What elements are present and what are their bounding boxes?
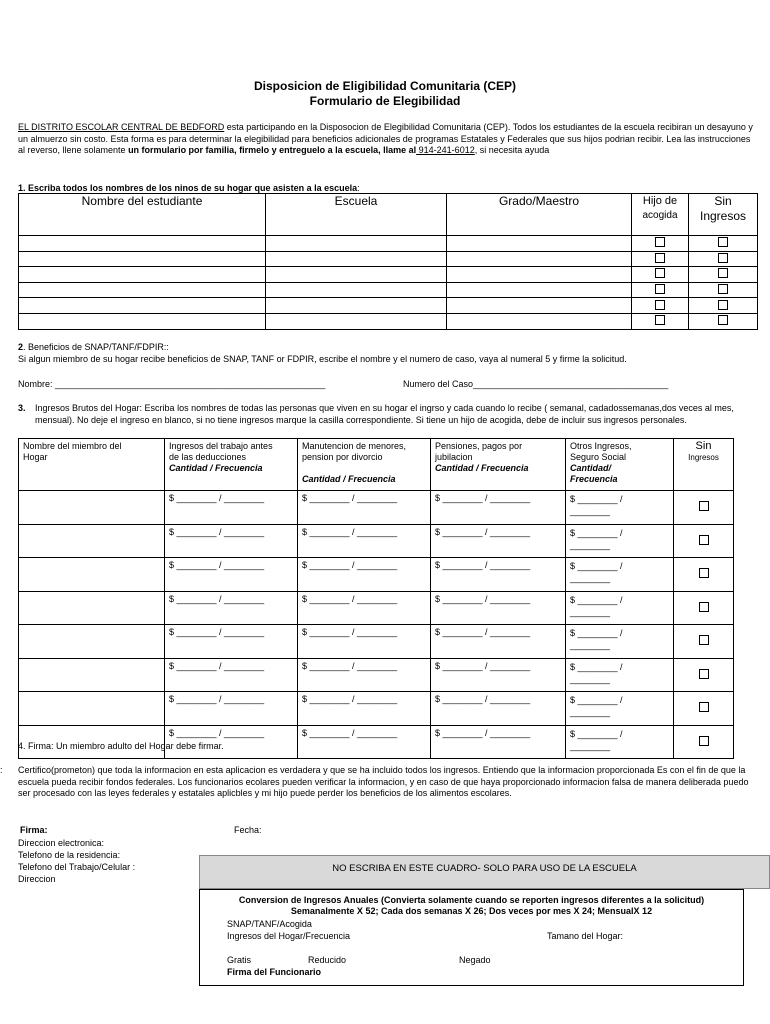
no-income-cell bbox=[689, 267, 758, 283]
no-income-checkbox[interactable] bbox=[699, 635, 709, 645]
no-income-cell bbox=[674, 658, 734, 692]
student-row bbox=[19, 251, 758, 267]
school-cell[interactable] bbox=[266, 251, 447, 267]
child-support-field[interactable]: $ ________ / ________ bbox=[298, 491, 431, 525]
income-row bbox=[19, 558, 734, 592]
no-income-cell bbox=[674, 491, 734, 525]
work-income-field[interactable]: $ ________ / ________ bbox=[165, 591, 298, 625]
no-income-cell bbox=[674, 591, 734, 625]
income-row bbox=[19, 524, 734, 558]
intro-text-end: , si necesita ayuda bbox=[474, 145, 550, 155]
school-cell[interactable] bbox=[266, 313, 447, 329]
child-support-field[interactable]: $ ________ / ________ bbox=[298, 692, 431, 726]
foster-cell bbox=[632, 282, 689, 298]
section2-heading: 2. Beneficios de SNAP/TANF/FDPIR:: bbox=[18, 342, 169, 352]
no-income-checkbox[interactable] bbox=[718, 253, 728, 263]
other-income-amount: $ ________ / bbox=[570, 628, 623, 638]
income-frequency-field[interactable]: Ingresos del Hogar/Frecuencia bbox=[227, 931, 351, 941]
grade-cell[interactable] bbox=[447, 282, 632, 298]
student-name-cell[interactable] bbox=[19, 236, 266, 252]
section4-text: 4. Firma: Un miembro adulto del Hogar debe firmar. bbox=[18, 741, 224, 751]
snap-name-field[interactable]: Nombre: ______________________________________________________ bbox=[18, 379, 326, 389]
no-income-cell bbox=[689, 251, 758, 267]
other-income-field[interactable] bbox=[566, 558, 674, 592]
section3-number: 3. bbox=[18, 403, 26, 413]
student-name-cell[interactable] bbox=[19, 267, 266, 283]
student-row bbox=[19, 313, 758, 329]
no-income-checkbox[interactable] bbox=[699, 702, 709, 712]
school-cell[interactable] bbox=[266, 282, 447, 298]
school-use-box bbox=[199, 889, 744, 986]
other-income-frequency: ________ bbox=[570, 707, 611, 717]
other-income-frequency: ________ bbox=[570, 673, 611, 684]
foster-checkbox[interactable] bbox=[655, 253, 665, 263]
other-income-amount: $ ________ / bbox=[570, 594, 623, 605]
foster-checkbox[interactable] bbox=[655, 268, 665, 278]
work-income-field[interactable]: $ ________ / ________ bbox=[165, 524, 298, 558]
other-income-field[interactable] bbox=[566, 658, 674, 692]
intro-paragraph bbox=[18, 122, 758, 157]
child-support-field[interactable]: $ ________ / ________ bbox=[298, 625, 431, 659]
email-label[interactable]: Direccion electronica: bbox=[18, 838, 105, 848]
grade-cell[interactable] bbox=[447, 313, 632, 329]
other-income-field[interactable] bbox=[566, 524, 674, 558]
school-use-banner bbox=[199, 855, 770, 889]
foster-checkbox[interactable] bbox=[655, 284, 665, 294]
no-income-cell bbox=[689, 313, 758, 329]
member-name-cell[interactable] bbox=[19, 491, 165, 525]
foster-cell bbox=[632, 267, 689, 283]
work-income-field[interactable]: $ ________ / ________ bbox=[165, 692, 298, 726]
intro-text: esta participando en la Disposocion de Elegibilidad Comunitaria (CEP). Todos los estudiantes de la escuela recibiran un desayuno y un almuerzo sin costo. Esta forma es para determinar la elegibilidad para beneficios adicionales de programas Estatales y Federales que sus hijos podrian recibir. Lea las instrucciones al reverso, llene solamente bbox=[18, 122, 753, 155]
other-income-field[interactable] bbox=[566, 725, 674, 759]
work-income-field[interactable]: $ ________ / ________ bbox=[165, 558, 298, 592]
no-income-checkbox[interactable] bbox=[699, 535, 709, 545]
other-income-amount: $ ________ / bbox=[570, 661, 623, 672]
col-no-income: Sin Ingresos bbox=[674, 439, 734, 491]
student-row bbox=[19, 236, 758, 252]
other-income-frequency: ________ bbox=[570, 506, 611, 516]
foster-cell bbox=[632, 298, 689, 314]
no-income-cell bbox=[674, 625, 734, 659]
child-support-field[interactable]: $ ________ / ________ bbox=[298, 524, 431, 558]
no-income-cell bbox=[674, 524, 734, 558]
other-income-field[interactable] bbox=[566, 591, 674, 625]
section2-text: Si algun miembro de su hogar recibe beneficios de SNAP, TANF or FDPIR, escribe el nombre y el numero de caso, vaya al numeral 5 y firme la solicitud. bbox=[18, 354, 627, 364]
certify-marker: : bbox=[0, 765, 3, 775]
signature-label[interactable]: Firma: bbox=[20, 825, 48, 835]
section1-heading: 1. Escriba todos los nombres de los ninos de su hogar que asisten a la escuela: bbox=[18, 183, 360, 193]
other-income-amount: $ ________ / bbox=[570, 527, 623, 538]
grade-cell[interactable] bbox=[447, 236, 632, 252]
no-income-checkbox[interactable] bbox=[718, 284, 728, 294]
no-income-checkbox[interactable] bbox=[699, 736, 709, 746]
home-phone-label[interactable]: Telefono de la residencia: bbox=[18, 850, 121, 860]
grade-cell[interactable] bbox=[447, 267, 632, 283]
child-support-field[interactable]: $ ________ / ________ bbox=[298, 591, 431, 625]
other-income-field[interactable] bbox=[566, 692, 674, 726]
denied-option[interactable]: Negado bbox=[459, 955, 491, 965]
student-name-cell[interactable] bbox=[19, 313, 266, 329]
foster-checkbox[interactable] bbox=[655, 315, 665, 325]
no-income-cell bbox=[674, 725, 734, 759]
no-income-cell bbox=[674, 692, 734, 726]
student-name-cell[interactable] bbox=[19, 298, 266, 314]
date-label[interactable]: Fecha: bbox=[234, 825, 262, 835]
other-income-amount: $ ________ / bbox=[570, 494, 623, 504]
foster-checkbox[interactable] bbox=[655, 300, 665, 310]
foster-cell bbox=[632, 313, 689, 329]
no-income-checkbox[interactable] bbox=[699, 602, 709, 612]
other-income-frequency: ________ bbox=[570, 740, 611, 751]
income-row bbox=[19, 491, 734, 525]
other-income-frequency: ________ bbox=[570, 573, 611, 583]
foster-cell bbox=[632, 236, 689, 252]
pension-field[interactable]: $ ________ / ________ bbox=[431, 725, 566, 759]
col-work-income: Ingresos del trabajo antes de las deducciones Cantidad / Frecuencia bbox=[165, 439, 298, 491]
no-income-checkbox[interactable] bbox=[718, 315, 728, 325]
child-support-field[interactable]: $ ________ / ________ bbox=[298, 725, 431, 759]
foster-cell bbox=[632, 251, 689, 267]
no-income-checkbox[interactable] bbox=[699, 568, 709, 578]
child-support-field[interactable]: $ ________ / ________ bbox=[298, 658, 431, 692]
case-number-field[interactable]: Numero del Caso_______________________________________ bbox=[403, 379, 669, 389]
certification-text: Certifico(prometon) que toda la informacion en esta aplicacion es verdadera y que se ha incluido todos los ingresos. Entiendo que la informacion proporcionada Es con el fin de que la escuela pueda recibir fondos federales. Los funcionarios ecolares pueden verificar la informacion, y en caso de que haya proporcionado informacion falsa de manera deliberada puedo ser procesado con las leyes federales y estatales aplicbles y mi hijo puede perder los beneficios de los alimentos escolares. bbox=[18, 765, 749, 798]
help-phone[interactable]: 914-241-6012 bbox=[416, 145, 475, 155]
col-other-income: Otros Ingresos, Seguro Social Cantidad/ Frecuencia bbox=[566, 439, 674, 491]
grade-cell[interactable] bbox=[447, 298, 632, 314]
other-income-amount: $ ________ / bbox=[570, 728, 623, 739]
address-label[interactable]: Direccion bbox=[18, 874, 56, 884]
no-income-checkbox[interactable] bbox=[718, 300, 728, 310]
district-name: EL DISTRITO ESCOLAR CENTRAL DE BEDFORD bbox=[18, 122, 225, 132]
col-pensions: Pensiones, pagos por jubilacion Cantidad / Frecuencia bbox=[431, 439, 566, 491]
pension-field[interactable]: $ ________ / ________ bbox=[431, 591, 566, 625]
work-income-field[interactable]: $ ________ / ________ bbox=[165, 625, 298, 659]
school-cell[interactable] bbox=[266, 236, 447, 252]
member-name-cell[interactable] bbox=[19, 558, 165, 592]
work-income-field[interactable]: $ ________ / ________ bbox=[165, 658, 298, 692]
member-name-cell[interactable] bbox=[19, 658, 165, 692]
school-use-banner-text: NO ESCRIBA EN ESTE CUADRO- SOLO PARA USO DE LA ESCUELA bbox=[332, 863, 637, 874]
child-support-field[interactable]: $ ________ / ________ bbox=[298, 558, 431, 592]
member-name-cell[interactable] bbox=[19, 524, 165, 558]
other-income-amount: $ ________ / bbox=[570, 695, 623, 705]
col-foster: Hijo de acogida bbox=[632, 194, 689, 236]
col-child-support: Manutencion de menores, pension por divorcio Cantidad / Frecuencia bbox=[298, 439, 431, 491]
foster-checkbox[interactable] bbox=[655, 237, 665, 247]
col-student-name: Nombre del estudiante bbox=[19, 194, 266, 236]
no-income-checkbox[interactable] bbox=[718, 237, 728, 247]
form-title: Disposicion de Eligibilidad Comunitaria (CEP) bbox=[253, 79, 517, 93]
other-income-frequency: ________ bbox=[570, 539, 611, 550]
school-cell[interactable] bbox=[266, 267, 447, 283]
other-income-amount: $ ________ / bbox=[570, 561, 623, 571]
member-name-cell[interactable] bbox=[19, 591, 165, 625]
no-income-cell bbox=[674, 558, 734, 592]
no-income-checkbox[interactable] bbox=[699, 669, 709, 679]
pension-field[interactable]: $ ________ / ________ bbox=[431, 524, 566, 558]
other-income-frequency: ________ bbox=[570, 640, 611, 650]
section3-text: Ingresos Brutos del Hogar: Escriba los nombres de todas las personas que viven en su hogar el ingrso y cada cuando lo recibe ( semanal, cadadossemanas,dos veces al mes, mensual). No deje el ingreso en blanco, si no tiene ingresos marque la casilla correspondiente. Si tiene un hijo de acogida, debe de incluir sus ingresos personales. bbox=[35, 403, 734, 425]
student-row bbox=[19, 282, 758, 298]
work-income-field[interactable]: $ ________ / ________ bbox=[165, 725, 298, 759]
conversion-heading: Conversion de Ingresos Anuales (Convierta solamente cuando se reporten ingresos diferentes a la solicitud) bbox=[238, 895, 705, 905]
reduced-option[interactable]: Reducido bbox=[308, 955, 347, 965]
work-phone-label[interactable]: Telefono del Trabajo/Celular : bbox=[18, 862, 136, 872]
pension-field[interactable]: $ ________ / ________ bbox=[431, 558, 566, 592]
no-income-cell bbox=[689, 298, 758, 314]
other-income-frequency: ________ bbox=[570, 606, 611, 617]
grade-cell[interactable] bbox=[447, 251, 632, 267]
student-name-cell[interactable] bbox=[19, 282, 266, 298]
no-income-checkbox[interactable] bbox=[718, 268, 728, 278]
intro-bold-text: un formulario por familia, firmelo y entreguelo a la escuela, llame al bbox=[128, 145, 417, 155]
student-row bbox=[19, 267, 758, 283]
form-subtitle: Formulario de Elegibilidad bbox=[309, 94, 461, 108]
free-option[interactable]: Gratis bbox=[227, 955, 252, 965]
income-row bbox=[19, 625, 734, 659]
income-table bbox=[18, 438, 734, 759]
other-income-field[interactable] bbox=[566, 491, 674, 525]
income-row bbox=[19, 658, 734, 692]
other-income-field[interactable] bbox=[566, 625, 674, 659]
income-row bbox=[19, 591, 734, 625]
snap-tanf-foster-field[interactable]: SNAP/TANF/Acogida bbox=[227, 919, 312, 929]
student-row bbox=[19, 298, 758, 314]
no-income-checkbox[interactable] bbox=[699, 501, 709, 511]
col-member: Nombre del miembro del Hogar bbox=[19, 439, 165, 491]
conversion-factors: Semanalmente X 52; Cada dos semanas X 26; Dos veces por mes X 24; MensualX 12 bbox=[290, 906, 653, 916]
work-income-field[interactable]: $ ________ / ________ bbox=[165, 491, 298, 525]
household-size-field[interactable]: Tamano del Hogar: bbox=[547, 931, 624, 941]
pension-field[interactable]: $ ________ / ________ bbox=[431, 491, 566, 525]
no-income-cell bbox=[689, 282, 758, 298]
no-income-cell bbox=[689, 236, 758, 252]
col-no-income: Sin Ingresos bbox=[689, 194, 758, 236]
students-table bbox=[18, 193, 758, 330]
member-name-cell[interactable] bbox=[19, 692, 165, 726]
official-signature-field[interactable]: Firma del Funcionario bbox=[227, 967, 322, 977]
col-grade-teacher: Grado/Maestro bbox=[447, 194, 632, 236]
income-row bbox=[19, 692, 734, 726]
pension-field[interactable]: $ ________ / ________ bbox=[431, 658, 566, 692]
pension-field[interactable]: $ ________ / ________ bbox=[431, 692, 566, 726]
col-school: Escuela bbox=[266, 194, 447, 236]
pension-field[interactable]: $ ________ / ________ bbox=[431, 625, 566, 659]
school-cell[interactable] bbox=[266, 298, 447, 314]
student-name-cell[interactable] bbox=[19, 251, 266, 267]
member-name-cell[interactable] bbox=[19, 625, 165, 659]
